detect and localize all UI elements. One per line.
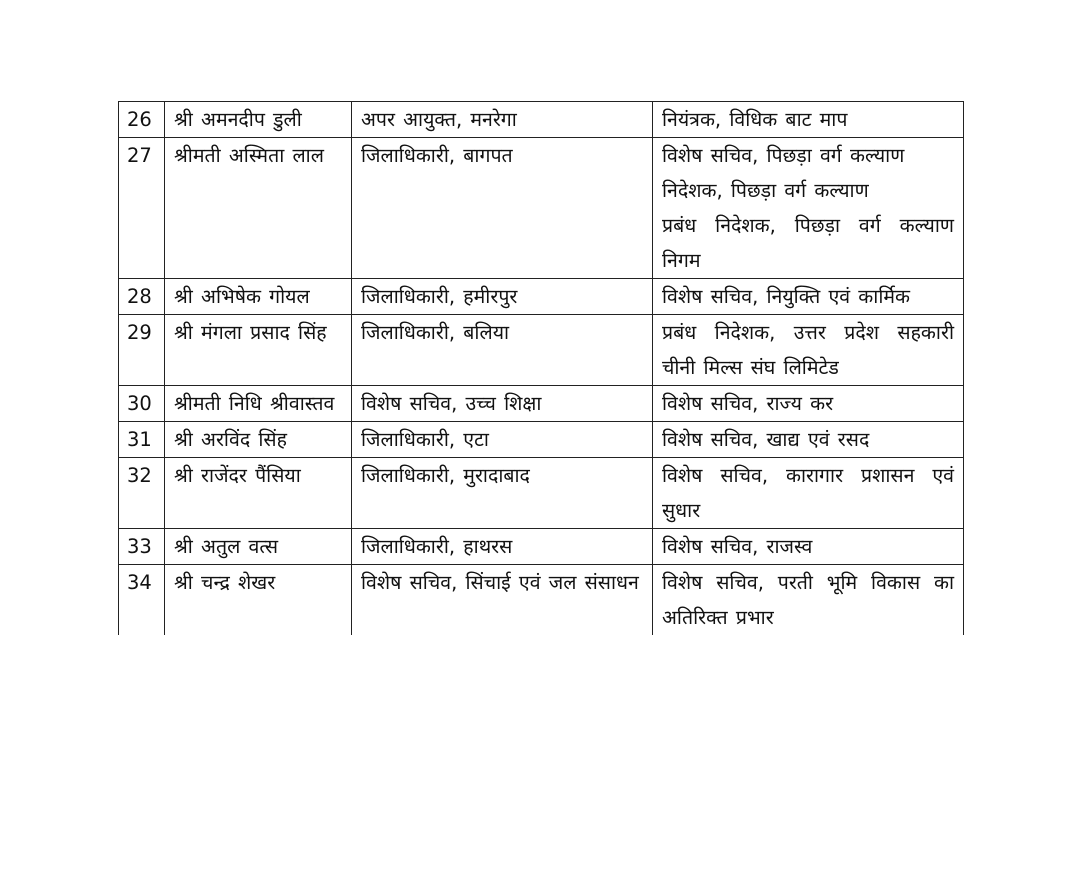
new-post <box>653 279 964 315</box>
new-post-line: विशेष सचिव, पिछड़ा वर्ग कल्याण <box>662 144 905 167</box>
table-row <box>119 529 964 565</box>
new-post-line: विशेष सचिव, कारागार प्रशासन एवं सुधार <box>662 464 954 522</box>
table-row <box>119 279 964 315</box>
new-post <box>653 565 964 636</box>
serial-number: 29 <box>119 315 165 386</box>
new-post-line: विशेष सचिव, खाद्य एवं रसद <box>662 428 870 451</box>
serial-number: 27 <box>119 138 165 279</box>
serial-number: 31 <box>119 422 165 458</box>
officer-name: श्री अतुल वत्स <box>165 529 352 565</box>
table-row <box>119 386 964 422</box>
officer-name: श्रीमती अस्मिता लाल <box>165 138 352 279</box>
table-row <box>119 102 964 138</box>
new-post <box>653 102 964 138</box>
new-post-line: नियंत्रक, विधिक बाट माप <box>662 108 848 131</box>
serial-number: 28 <box>119 279 165 315</box>
serial-number: 32 <box>119 458 165 529</box>
current-post: जिलाधिकारी, मुरादाबाद <box>352 458 653 529</box>
current-post: विशेष सचिव, सिंचाई एवं जल संसाधन <box>352 565 653 636</box>
table-row <box>119 138 964 279</box>
new-post-line: विशेष सचिव, नियुक्ति एवं कार्मिक <box>662 285 911 308</box>
serial-number: 26 <box>119 102 165 138</box>
officer-name: श्री राजेंदर पैंसिया <box>165 458 352 529</box>
current-post: जिलाधिकारी, बागपत <box>352 138 653 279</box>
current-post: जिलाधिकारी, हाथरस <box>352 529 653 565</box>
current-post: जिलाधिकारी, बलिया <box>352 315 653 386</box>
current-post: जिलाधिकारी, हमीरपुर <box>352 279 653 315</box>
officer-name: श्री चन्द्र शेखर <box>165 565 352 636</box>
new-post-line: विशेष सचिव, परती भूमि विकास का अतिरिक्त प्रभार <box>662 571 954 629</box>
table-row <box>119 315 964 386</box>
officer-name: श्री अरविंद सिंह <box>165 422 352 458</box>
new-post <box>653 138 964 279</box>
new-post-line: प्रबंध निदेशक, पिछड़ा वर्ग कल्याण निगम <box>662 214 954 272</box>
serial-number: 30 <box>119 386 165 422</box>
officer-name: श्री अमनदीप डुली <box>165 102 352 138</box>
serial-number: 33 <box>119 529 165 565</box>
transfer-table <box>118 101 964 635</box>
new-post-line: प्रबंध निदेशक, उत्तर प्रदेश सहकारी चीनी मिल्स संघ लिमिटेड <box>662 321 954 379</box>
transfer-table-body <box>119 102 964 636</box>
new-post <box>653 315 964 386</box>
new-post <box>653 386 964 422</box>
new-post-line: विशेष सचिव, राज्य कर <box>662 392 834 415</box>
new-post <box>653 458 964 529</box>
new-post-line: विशेष सचिव, राजस्व <box>662 535 813 558</box>
officer-name: श्री अभिषेक गोयल <box>165 279 352 315</box>
table-row <box>119 458 964 529</box>
table-row <box>119 422 964 458</box>
new-post <box>653 529 964 565</box>
current-post: अपर आयुक्त, मनरेगा <box>352 102 653 138</box>
serial-number: 34 <box>119 565 165 636</box>
table-row <box>119 565 964 636</box>
new-post-line: निदेशक, पिछड़ा वर्ग कल्याण <box>662 179 869 202</box>
current-post: विशेष सचिव, उच्च शिक्षा <box>352 386 653 422</box>
officer-name: श्री मंगला प्रसाद सिंह <box>165 315 352 386</box>
officer-name: श्रीमती निधि श्रीवास्तव <box>165 386 352 422</box>
current-post: जिलाधिकारी, एटा <box>352 422 653 458</box>
new-post <box>653 422 964 458</box>
